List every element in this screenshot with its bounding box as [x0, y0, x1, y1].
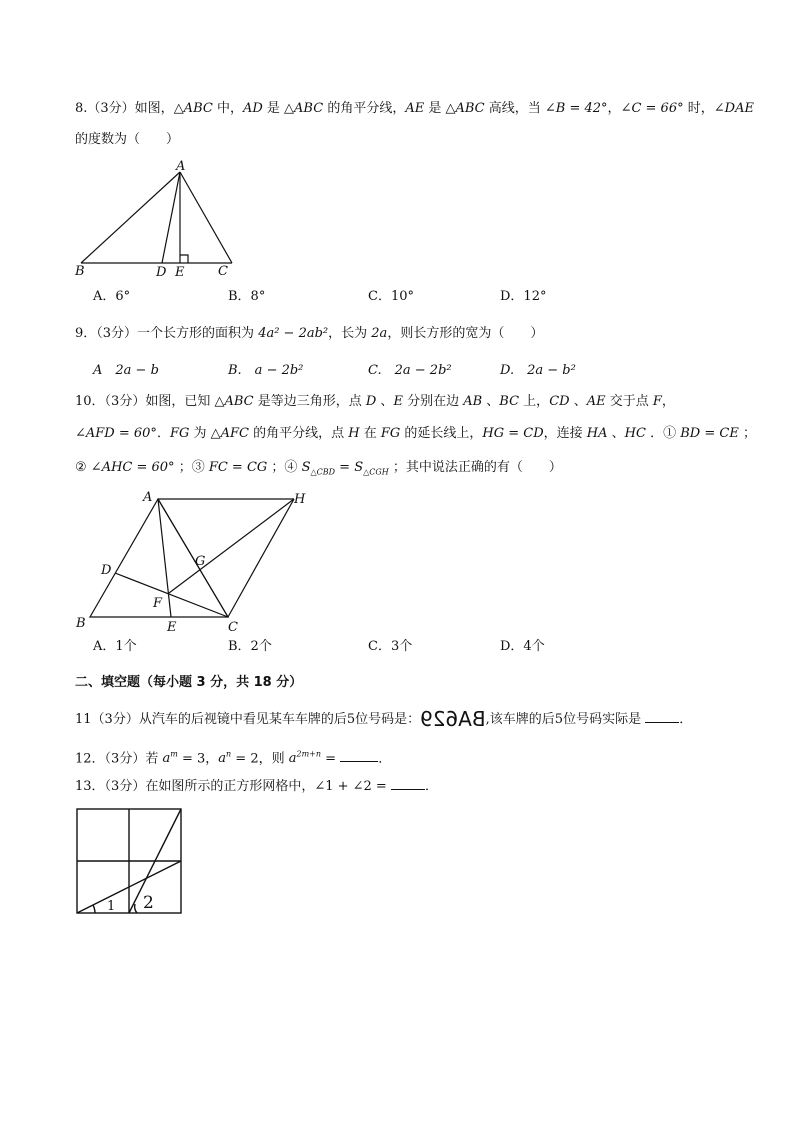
q13-answer-blank[interactable] — [391, 777, 425, 790]
q8-text: ， — [607, 101, 621, 116]
q9-text: ，则长方形的宽为（ ） — [387, 326, 544, 341]
q10-text: ，连接 — [543, 426, 587, 441]
q13-text: ． — [424, 779, 438, 794]
q12-math — [289, 751, 321, 766]
q9-option-b-text: B. a − 2b² — [228, 363, 304, 378]
q10-line3 — [75, 459, 562, 482]
q8-option-a[interactable]: A．6° — [93, 289, 131, 304]
q10-math: E — [393, 394, 403, 409]
q10-math: AB — [463, 394, 483, 409]
q9-text: ，长为 — [328, 326, 372, 341]
q12-math — [162, 751, 177, 766]
q10-math: D — [365, 394, 377, 409]
q8-label-c: C — [218, 264, 228, 279]
q8-line1 — [75, 100, 754, 118]
q10-text: 的角平分线，点 — [248, 426, 349, 441]
q8-label-a: A — [176, 159, 186, 174]
q10-math: ∠AFD = 60° — [75, 426, 157, 441]
q10-text: ； — [738, 426, 756, 441]
q12-text: = 2，则 — [231, 751, 289, 767]
q11-text: ． — [679, 712, 693, 727]
q12-exp: m — [170, 750, 178, 759]
q10-label-h: H — [294, 492, 306, 507]
q12-base: a — [218, 751, 227, 767]
q12-text: = 3， — [177, 751, 219, 767]
q13-angle-1-label: 1 — [107, 899, 116, 914]
q8-label-b: B — [75, 264, 85, 279]
q8-text: 的角平分线， — [323, 101, 406, 116]
q10-math: HC — [624, 426, 646, 441]
q8-math: AD — [242, 101, 263, 116]
q9-text: 9．（3分）一个长方形的面积为 — [75, 326, 259, 341]
q12-text: = — [321, 751, 341, 767]
q10-text: ；④ — [267, 460, 302, 475]
q8-option-c[interactable]: C．10° — [368, 289, 414, 304]
q8-math: ∠C = 66° — [620, 101, 684, 116]
q13-angle-2-label: 2 — [143, 893, 154, 913]
q10-text: ② — [75, 460, 91, 475]
q10-math: AE — [586, 394, 606, 409]
q10-line2 — [75, 425, 756, 443]
q8-label-e: E — [175, 265, 185, 280]
q10-text: 交于点 — [605, 394, 653, 409]
q10-math: H — [348, 426, 360, 441]
q8-label-d: D — [156, 265, 167, 280]
q10-text: 分别在边 — [402, 394, 464, 409]
q10-label-a: A — [143, 490, 153, 505]
q8-math: △ABC — [445, 101, 485, 116]
q13-text: 13．（3分）在如图所示的正方形网格中，∠1 + ∠2 = — [75, 779, 391, 794]
q10-label-b: B — [76, 616, 86, 631]
q9-option-d[interactable] — [500, 362, 576, 380]
q8-text: 8.（3分）如图， — [75, 101, 174, 116]
q10-math-s: S — [354, 460, 364, 475]
q10-label-d: D — [101, 563, 112, 578]
q8-text: 时， — [683, 101, 714, 116]
q10-math — [302, 460, 335, 475]
q10-text: ；③ — [174, 460, 209, 475]
q8-figure — [72, 158, 312, 278]
q10-text: 、 — [569, 394, 587, 409]
q8-text: 是 — [262, 101, 285, 116]
q10-option-d[interactable]: D．4个 — [500, 639, 545, 654]
q11-line — [75, 707, 693, 731]
q10-text: ．① — [645, 426, 681, 441]
q9-math: 4a² − 2ab² — [258, 326, 329, 341]
q9-line — [75, 325, 543, 343]
q9-option-a[interactable] — [93, 362, 159, 380]
q11-text: 11（3分）从汽车的后视镜中看见某车车牌的后5位号码是： — [75, 712, 421, 727]
q11-answer-blank[interactable] — [645, 710, 679, 723]
q10-math: △ABC — [214, 394, 254, 409]
q12-exp: 2m+n — [296, 750, 322, 759]
q9-option-c[interactable] — [368, 362, 452, 380]
q13-line — [75, 777, 438, 796]
q10-math: F — [652, 394, 662, 409]
q10-line1 — [75, 393, 675, 411]
q10-math: CD — [549, 394, 570, 409]
q10-label-g: G — [195, 554, 206, 569]
q10-math: HA — [586, 426, 608, 441]
q8-math: ∠DAE — [713, 101, 754, 116]
q12-answer-blank[interactable] — [340, 749, 378, 762]
q10-option-a[interactable]: A．1个 — [93, 639, 137, 654]
q10-text: 的延长线上， — [400, 426, 483, 441]
q12-text: ． — [378, 751, 392, 767]
q10-label-e: E — [167, 620, 177, 635]
q10-option-b[interactable]: B．2个 — [228, 639, 272, 654]
q8-text: 高线，当 — [484, 101, 545, 116]
q10-figure — [72, 485, 332, 635]
q13-grid-figure — [75, 806, 195, 926]
q8-option-b[interactable]: B．8° — [228, 289, 266, 304]
q10-label-c: C — [228, 620, 238, 635]
q9-option-a-text: A 2a − b — [93, 363, 159, 378]
q10-text: ， — [661, 394, 675, 409]
q8-text: 是 — [424, 101, 446, 116]
q9-math: 2a — [371, 326, 388, 341]
q11-text: ,该车牌的后5位号码实际是 — [485, 712, 642, 727]
q12-line — [75, 746, 391, 768]
q9-option-b[interactable] — [228, 362, 303, 380]
q10-math: FG — [169, 426, 190, 441]
q10-text: = — [335, 460, 355, 475]
q12-text: 12．（3分）若 — [75, 751, 163, 767]
q10-math: FG — [380, 426, 401, 441]
q10-math-sub: △CBD — [310, 467, 336, 477]
q10-text: 为 — [189, 426, 211, 441]
q8-math: AE — [405, 101, 425, 116]
q10-text: 、 — [376, 394, 394, 409]
q9-option-d-text: D. 2a − b² — [500, 363, 576, 378]
q12-exp: n — [226, 750, 232, 759]
q8-math: ∠B = 42° — [544, 101, 608, 116]
q8-math: △ABC — [173, 101, 213, 116]
section-title: 二、填空题（每小题 3 分，共 18 分） — [75, 675, 303, 690]
q10-text: 在 — [359, 426, 381, 441]
q9-option-c-text: C. 2a − 2b² — [368, 363, 452, 378]
q10-math: BD = CE — [680, 426, 739, 441]
q10-text: 、 — [607, 426, 625, 441]
q10-text: ． — [156, 426, 170, 441]
q10-text: 上， — [519, 394, 550, 409]
q10-math: HG = CD — [482, 426, 544, 441]
q10-option-c[interactable]: C．3个 — [368, 639, 413, 654]
q8-text: 中， — [212, 101, 243, 116]
q10-text: 、 — [482, 394, 500, 409]
q10-label-f: F — [153, 596, 163, 611]
q10-math: BC — [499, 394, 520, 409]
q10-text: 是等边三角形，点 — [253, 394, 366, 409]
q10-math-sub: △CGH — [363, 467, 389, 477]
q10-math: △AFC — [210, 426, 249, 441]
q10-text: ；其中说法正确的有（ ） — [388, 460, 562, 475]
q8-math: △ABC — [284, 101, 324, 116]
q10-math: ∠AHC = 60° — [90, 460, 175, 475]
q10-math: FC = CG — [208, 460, 268, 475]
q10-text: 10．（3分）如图，已知 — [75, 394, 215, 409]
q12-base: a — [162, 751, 171, 767]
q12-base: a — [288, 751, 297, 767]
q8-line2: 的度数为（ ） — [75, 132, 180, 147]
q8-option-d[interactable]: D．12° — [500, 289, 547, 304]
q11-mirrored-plate: BA629 — [420, 707, 486, 731]
q10-math-s: S — [301, 460, 311, 475]
q10-math — [354, 460, 389, 475]
q12-math — [218, 751, 231, 766]
